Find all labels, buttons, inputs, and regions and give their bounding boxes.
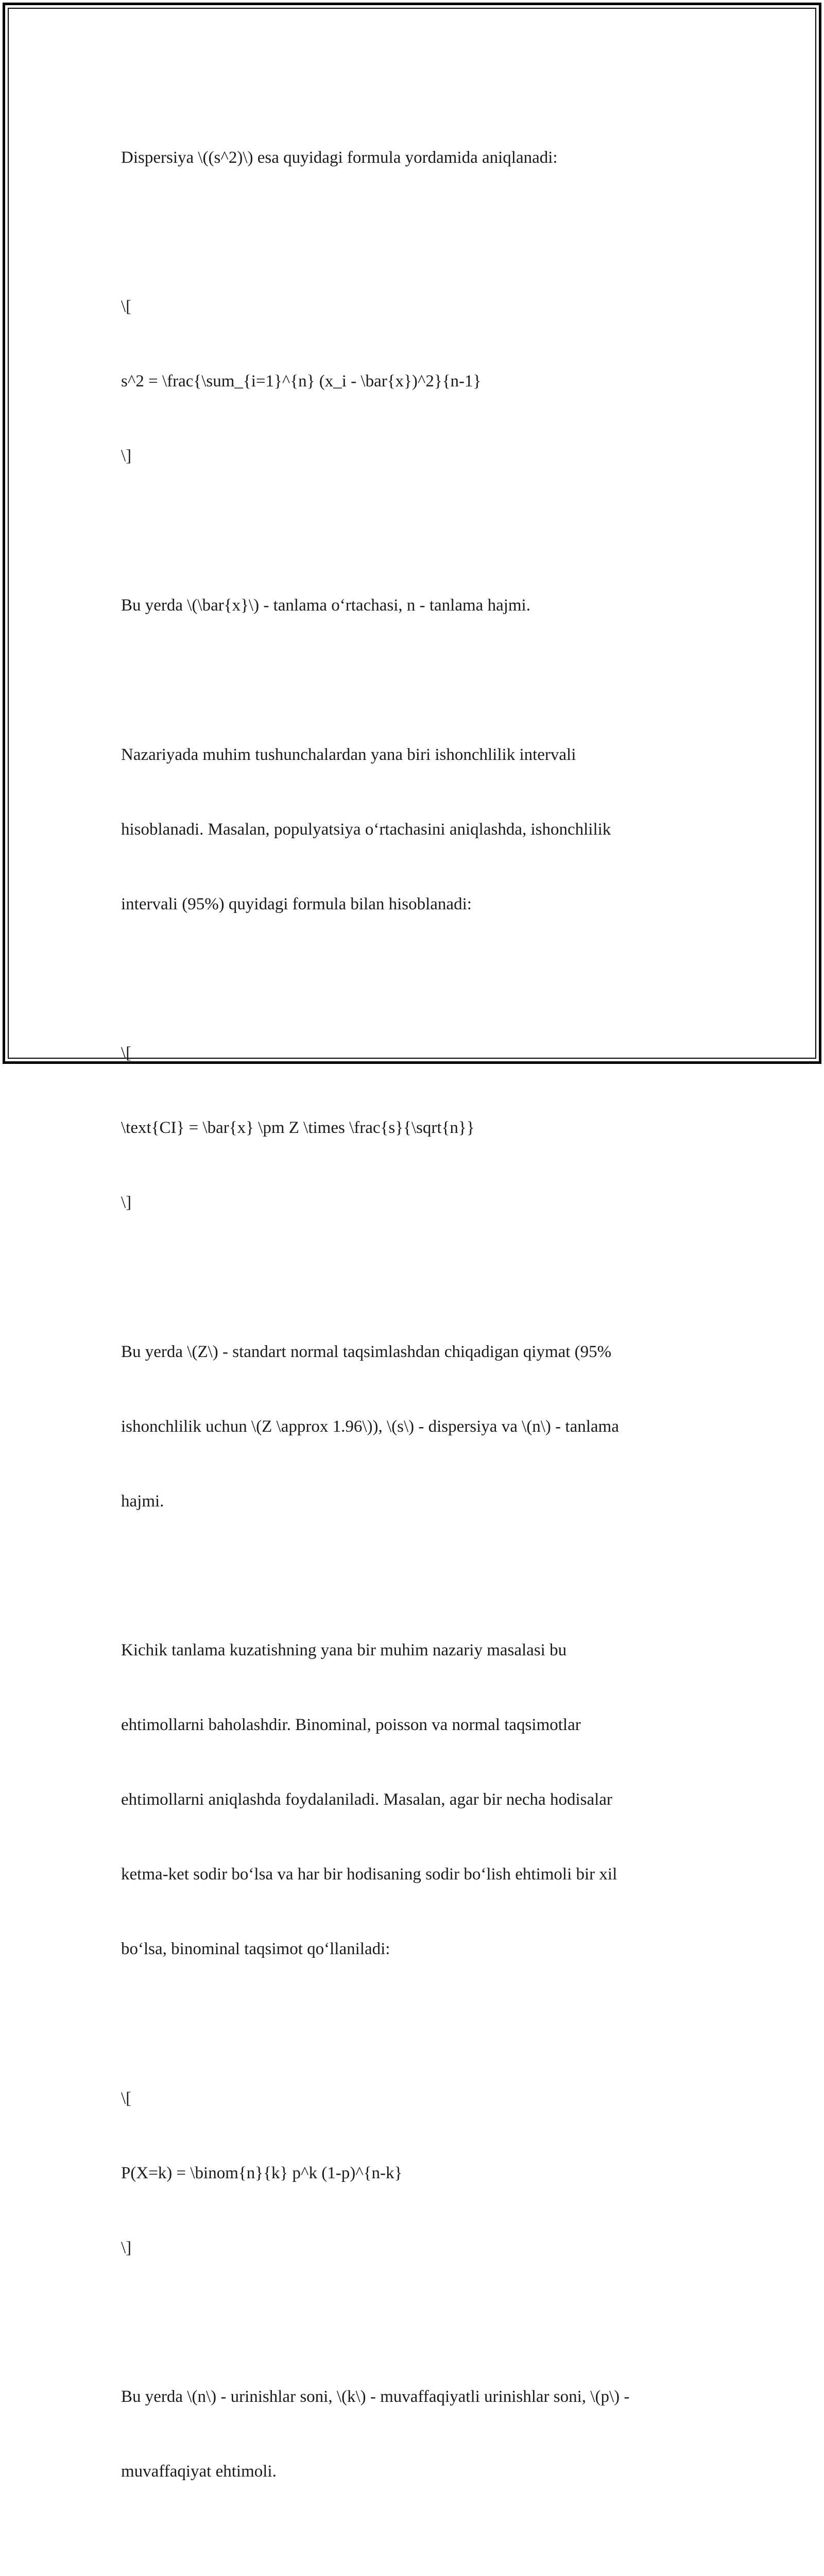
formula-variance (121, 245, 718, 518)
paragraph-conclusion (121, 2558, 718, 2576)
text-line: Bu yerda \(n\) - urinishlar soni, \(k\) - muvaffaqiyatli urinishlar soni, \(p\) - (121, 2387, 630, 2406)
formula-line: \] (121, 447, 132, 466)
document-body (121, 95, 718, 2576)
formula-confidence-interval (121, 991, 718, 1265)
paragraph-variance-intro (121, 95, 718, 219)
paragraph-probability (121, 1588, 718, 2011)
text-line: Bu yerda \(\bar{x}\) - tanlama o‘rtachasi, n - tanlama hajmi. (121, 596, 530, 615)
text-line: intervali (95%) quyidagi formula bilan hisoblanadi: (121, 894, 472, 913)
text-line: ehtimollarni baholashdir. Binominal, poisson va normal taqsimotlar (121, 1716, 581, 1735)
text-line: ishonchlilik uchun \(Z \approx 1.96\)), \(s\) - dispersiya va \(n\) - tanlama (121, 1417, 619, 1436)
text-line: ehtimollarni aniqlashda foydalaniladi. Masalan, agar bir necha hodisalar (121, 1790, 612, 1809)
paragraph-confidence-interval (121, 692, 718, 966)
formula-line: s^2 = \frac{\sum_{i=1}^{n} (x_i - \bar{x})^2}{n-1} (121, 372, 482, 391)
paragraph-ci-explanation (121, 1290, 718, 1563)
text-line: Nazariyada muhim tushunchalardan yana biri ishonchlilik intervali (121, 745, 576, 764)
text-line: Dispersiya \((s^2)\) esa quyidagi formula yordamida aniqlanadi: (121, 148, 558, 167)
text-line: ketma-ket sodir bo‘lsa va har bir hodisaning sodir bo‘lish ehtimoli bir xil (121, 1865, 617, 1884)
formula-line: \[ (121, 1044, 132, 1063)
text-line: bo‘lsa, binominal taqsimot qo‘llaniladi: (121, 1939, 390, 1958)
text-line: hisoblanadi. Masalan, populyatsiya o‘rtachasini aniqlashda, ishonchlilik (121, 820, 611, 839)
text-line: Kichik tanlama kuzatishning yana bir muhim nazariy masalasi bu (121, 1641, 567, 1660)
text-line: Bu yerda \(Z\) - standart normal taqsimlashdan chiqadigan qiymat (95% (121, 1342, 612, 1361)
paragraph-binomial-explanation (121, 2335, 718, 2534)
formula-line: \text{CI} = \bar{x} \pm Z \times \frac{s}{\sqrt{n}} (121, 1118, 475, 1138)
formula-line: \] (121, 1193, 132, 1212)
formula-line: P(X=k) = \binom{n}{k} p^k (1-p)^{n-k} (121, 2163, 403, 2182)
text-line: hajmi. (121, 1492, 164, 1511)
formula-binomial (121, 2036, 718, 2310)
formula-line: \[ (121, 297, 132, 316)
paragraph-variance-explanation (121, 543, 718, 667)
formula-line: \] (121, 2238, 132, 2257)
formula-line: \[ (121, 2089, 132, 2108)
text-line: muvaffaqiyat ehtimoli. (121, 2462, 277, 2481)
